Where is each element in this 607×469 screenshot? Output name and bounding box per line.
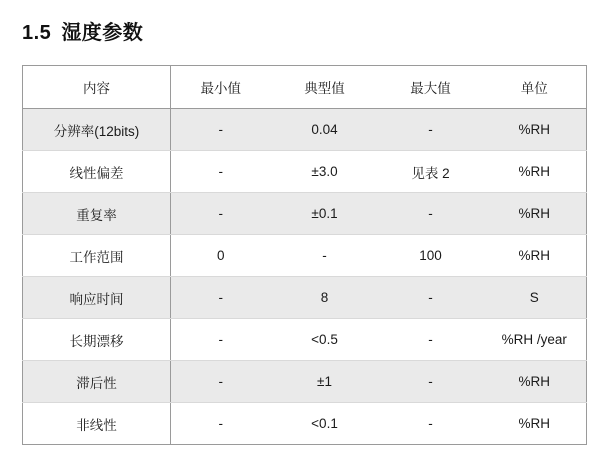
row-min: - bbox=[171, 193, 271, 235]
table-body bbox=[23, 109, 587, 445]
row-unit: %RH bbox=[483, 193, 587, 235]
table-row bbox=[23, 193, 587, 235]
table-row bbox=[23, 361, 587, 403]
row-typ: 8 bbox=[271, 277, 379, 319]
column-header-max: 最大值 bbox=[379, 66, 483, 109]
row-max: - bbox=[379, 361, 483, 403]
row-unit: %RH bbox=[483, 109, 587, 151]
row-name: 重复率 bbox=[23, 193, 171, 235]
row-typ: ±0.1 bbox=[271, 193, 379, 235]
row-max: - bbox=[379, 403, 483, 445]
row-min: - bbox=[171, 109, 271, 151]
column-header-unit: 单位 bbox=[483, 66, 587, 109]
row-name: 滞后性 bbox=[23, 361, 171, 403]
row-max: - bbox=[379, 319, 483, 361]
row-min: - bbox=[171, 151, 271, 193]
row-min: - bbox=[171, 319, 271, 361]
row-min: 0 bbox=[171, 235, 271, 277]
column-header-content: 内容 bbox=[23, 66, 171, 109]
section-title-text: 湿度参数 bbox=[61, 22, 144, 44]
column-header-typ: 典型值 bbox=[271, 66, 379, 109]
humidity-spec-table bbox=[22, 65, 587, 445]
table-row bbox=[23, 319, 587, 361]
table-row bbox=[23, 277, 587, 319]
row-name: 长期漂移 bbox=[23, 319, 171, 361]
humidity-spec-table-container bbox=[22, 65, 586, 445]
row-typ: <0.1 bbox=[271, 403, 379, 445]
row-typ: <0.5 bbox=[271, 319, 379, 361]
row-unit: S bbox=[483, 277, 587, 319]
column-header-min: 最小值 bbox=[171, 66, 271, 109]
row-unit: %RH bbox=[483, 361, 587, 403]
row-typ: - bbox=[271, 235, 379, 277]
table-header bbox=[23, 66, 587, 109]
row-min: - bbox=[171, 361, 271, 403]
row-max: - bbox=[379, 109, 483, 151]
table-header-row bbox=[23, 66, 587, 109]
row-name: 响应时间 bbox=[23, 277, 171, 319]
row-name: 线性偏差 bbox=[23, 151, 171, 193]
row-unit: %RH /year bbox=[483, 319, 587, 361]
row-unit: %RH bbox=[483, 403, 587, 445]
table-row bbox=[23, 109, 587, 151]
table-row bbox=[23, 151, 587, 193]
page-title bbox=[22, 16, 143, 45]
row-min: - bbox=[171, 403, 271, 445]
row-typ: ±1 bbox=[271, 361, 379, 403]
row-typ: ±3.0 bbox=[271, 151, 379, 193]
section-number: 1.5 bbox=[22, 22, 52, 44]
row-max: 见表 2 bbox=[379, 151, 483, 193]
table-row bbox=[23, 235, 587, 277]
row-typ: 0.04 bbox=[271, 109, 379, 151]
row-unit: %RH bbox=[483, 235, 587, 277]
table-row bbox=[23, 403, 587, 445]
row-name: 工作范围 bbox=[23, 235, 171, 277]
row-name: 分辨率(12bits) bbox=[23, 109, 171, 151]
row-max: - bbox=[379, 277, 483, 319]
row-max: - bbox=[379, 193, 483, 235]
row-max: 100 bbox=[379, 235, 483, 277]
row-unit: %RH bbox=[483, 151, 587, 193]
row-min: - bbox=[171, 277, 271, 319]
row-name: 非线性 bbox=[23, 403, 171, 445]
